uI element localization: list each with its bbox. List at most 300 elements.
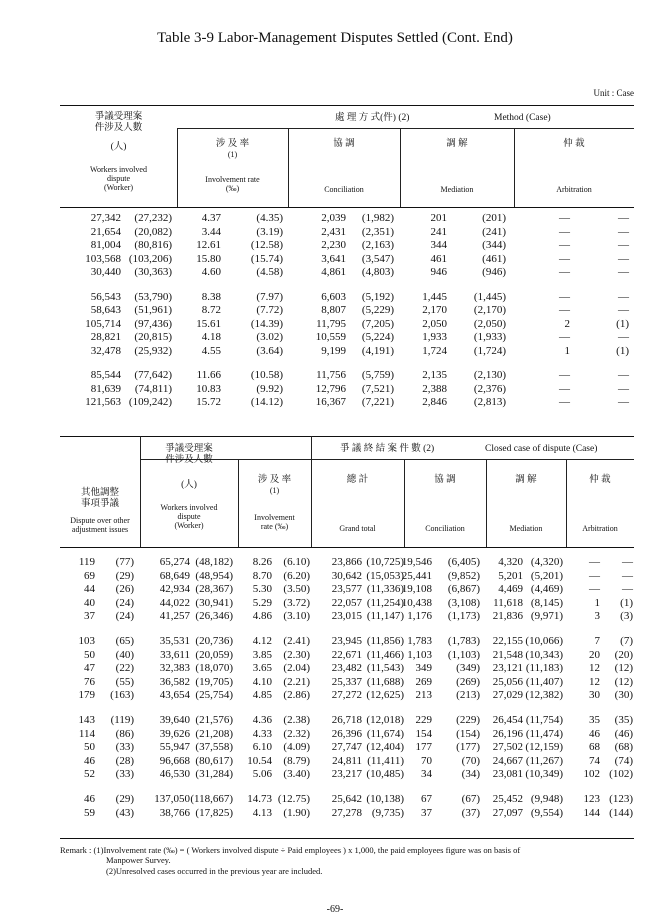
table-cell: (26,346) bbox=[195, 610, 233, 623]
table-cell: (22) bbox=[115, 662, 134, 675]
bottom-arbitration-header: 仲 裁 Arbitration bbox=[582, 475, 618, 533]
table-cell: (30,941) bbox=[195, 596, 233, 609]
table-cell: 6.10 bbox=[252, 741, 272, 754]
table-cell: (18,070) bbox=[195, 662, 233, 675]
table-cell: 5.30 bbox=[252, 583, 272, 596]
table-cell: (10,485) bbox=[366, 768, 404, 781]
table-cell: 7 bbox=[594, 635, 600, 647]
table-cell: (12) bbox=[614, 675, 633, 688]
table-cell: 52 bbox=[84, 768, 95, 781]
table-cell: (102) bbox=[609, 768, 633, 781]
table-cell: 461 bbox=[430, 252, 447, 265]
table-cell: (123) bbox=[609, 793, 633, 805]
table-cell: (4,803) bbox=[361, 266, 394, 278]
table-cell: (5,759) bbox=[361, 369, 394, 381]
table-cell: 4.36 bbox=[252, 714, 272, 726]
table-cell: 27,272 bbox=[331, 689, 362, 702]
table-cell: (1) bbox=[616, 317, 629, 330]
table-cell: (1,783) bbox=[447, 635, 480, 647]
table-cell: (12,018) bbox=[366, 714, 404, 726]
table-cell: 23,866 bbox=[331, 556, 362, 568]
table-cell: (25,754) bbox=[195, 689, 233, 702]
table-cell: (67) bbox=[461, 793, 480, 805]
table-cell: 179 bbox=[78, 689, 95, 702]
table-cell: (74) bbox=[614, 754, 633, 767]
table-cell: 30,440 bbox=[90, 266, 121, 278]
table-cell: (12,382) bbox=[525, 689, 563, 702]
table-cell: 25,337 bbox=[331, 675, 362, 688]
table-cell: 2,388 bbox=[422, 382, 447, 395]
table-cell: (241) bbox=[482, 225, 506, 238]
table-cell: (9,948) bbox=[530, 793, 563, 805]
table-cell: (11,336) bbox=[366, 583, 404, 596]
table-cell: (3,547) bbox=[361, 252, 394, 265]
table-cell: (4,320) bbox=[530, 556, 563, 568]
table-cell: (2,130) bbox=[473, 369, 506, 381]
table-cell: 103 bbox=[78, 635, 95, 647]
table-cell: (10.58) bbox=[250, 369, 283, 381]
table-cell: 27,029 bbox=[492, 689, 523, 702]
table-cell: (3.40) bbox=[283, 768, 310, 781]
table-cell: (12.75) bbox=[277, 793, 310, 805]
table-cell: (1,982) bbox=[361, 212, 394, 224]
remark-1: (1)Involvement rate (‰) = ( Workers involved dispute ÷ Paid employees ) x 1,000, the paid employees figure was on basis of bbox=[93, 845, 521, 855]
table-cell: 58,643 bbox=[90, 304, 121, 316]
table-cell: — bbox=[589, 569, 600, 582]
table-cell: (12.58) bbox=[250, 239, 283, 251]
table-cell: (2.38) bbox=[283, 714, 310, 726]
table-cell: (20,736) bbox=[195, 635, 233, 647]
bottom-mediation-header: 調 解 Mediation bbox=[509, 475, 543, 533]
table-cell: 16,367 bbox=[315, 396, 346, 408]
table-cell: 30,642 bbox=[331, 569, 362, 582]
table-cell: 144 bbox=[583, 806, 600, 819]
table-cell: 76 bbox=[84, 675, 95, 688]
table-cell: (46) bbox=[614, 727, 633, 740]
table-cell: 2,050 bbox=[422, 317, 447, 330]
table-cell: (7.72) bbox=[256, 304, 283, 316]
table-cell: 229 bbox=[415, 714, 432, 726]
table-cell: (8.79) bbox=[283, 754, 310, 767]
table-cell: 43,654 bbox=[159, 689, 190, 702]
table-cell: (31,284) bbox=[195, 768, 233, 781]
table-cell: 1,933 bbox=[422, 331, 447, 343]
table-cell: 3.85 bbox=[252, 648, 272, 661]
table-title: Table 3-9 Labor-Management Disputes Settled (Cont. End) bbox=[157, 30, 513, 46]
table-cell: 26,196 bbox=[492, 727, 523, 740]
table-cell: 85,544 bbox=[90, 369, 121, 381]
table-cell: 1,783 bbox=[407, 635, 432, 647]
table-cell: (213) bbox=[456, 689, 480, 702]
table-cell: (30,363) bbox=[134, 266, 172, 278]
table-cell: 8.38 bbox=[201, 290, 221, 303]
table-cell: 46,530 bbox=[159, 768, 190, 781]
table-cell: (1) bbox=[620, 596, 633, 609]
table-cell: (201) bbox=[482, 212, 506, 224]
table-cell: 44,022 bbox=[159, 596, 190, 609]
table-cell: (24) bbox=[115, 596, 134, 609]
table-cell: (17,825) bbox=[195, 806, 233, 819]
table-cell: (1) bbox=[616, 344, 629, 357]
table-cell: 19,546 bbox=[401, 556, 432, 568]
table-cell: — bbox=[618, 304, 629, 316]
table-cell: (77) bbox=[115, 556, 134, 568]
table-cell: (35) bbox=[614, 714, 633, 726]
table-cell: 42,934 bbox=[159, 583, 190, 596]
table-cell: (6,405) bbox=[447, 556, 480, 568]
table-cell: (19,705) bbox=[195, 675, 233, 688]
table-cell: — bbox=[618, 212, 629, 224]
table-cell: — bbox=[559, 252, 570, 265]
table-cell: (55) bbox=[115, 675, 134, 688]
table-cell: 20 bbox=[589, 648, 600, 661]
table-cell: (109,242) bbox=[128, 396, 172, 408]
table-cell: 5.06 bbox=[252, 768, 272, 781]
table-cell: (9,852) bbox=[447, 569, 480, 582]
table-cell: (12,404) bbox=[366, 741, 404, 754]
table-cell: 154 bbox=[415, 727, 432, 740]
table-cell: 24,811 bbox=[332, 754, 362, 767]
table-cell: (24) bbox=[115, 610, 134, 623]
table-cell: (12) bbox=[614, 662, 633, 675]
table-cell: 1,724 bbox=[422, 344, 447, 357]
table-cell: 50 bbox=[84, 648, 95, 661]
table-cell: 8,807 bbox=[321, 304, 346, 316]
table-cell: (9,554) bbox=[530, 806, 563, 819]
table-cell: 41,257 bbox=[159, 610, 190, 623]
table-cell: 55,947 bbox=[159, 741, 190, 754]
table-cell: (11,474) bbox=[525, 727, 563, 740]
table-cell: (1.90) bbox=[283, 806, 310, 819]
table-cell: — bbox=[559, 396, 570, 408]
table-cell: 4,469 bbox=[498, 583, 523, 596]
table-cell: 3,641 bbox=[321, 252, 346, 265]
table-cell: (1,445) bbox=[473, 290, 506, 303]
table-cell: 4.18 bbox=[201, 331, 221, 343]
table-cell: 38,766 bbox=[159, 806, 190, 819]
table-cell: 27,278 bbox=[331, 806, 362, 819]
table-cell: 201 bbox=[430, 212, 447, 224]
table-cell: (3,108) bbox=[447, 596, 480, 609]
table-cell: 8.70 bbox=[252, 569, 272, 582]
table-cell: 65,274 bbox=[159, 556, 190, 568]
table-cell: (26) bbox=[115, 583, 134, 596]
table-cell: (3.10) bbox=[283, 610, 310, 623]
table-cell: (20) bbox=[614, 648, 633, 661]
table-cell: 37 bbox=[84, 610, 95, 623]
table-cell: 1,176 bbox=[407, 610, 432, 623]
table-cell: (1,173) bbox=[447, 610, 480, 623]
table-cell: 24,667 bbox=[492, 754, 523, 767]
table-cell: (5,201) bbox=[530, 569, 563, 582]
table-cell: 15.80 bbox=[196, 252, 221, 265]
table-cell: 11.66 bbox=[196, 369, 221, 381]
table-cell: 59 bbox=[84, 806, 95, 819]
table-cell: (80,816) bbox=[134, 239, 172, 251]
table-cell: 4.37 bbox=[201, 212, 221, 224]
table-cell: 23,577 bbox=[331, 583, 362, 596]
table-cell: (2.04) bbox=[283, 662, 310, 675]
table-cell: (5,229) bbox=[361, 304, 394, 316]
table-cell: (2,050) bbox=[473, 317, 506, 330]
table-cell: (5,224) bbox=[361, 331, 394, 343]
table-cell: (14.39) bbox=[250, 317, 283, 330]
bottom-conciliation-header: 協 調 Conciliation bbox=[425, 475, 465, 533]
table-cell: 27,502 bbox=[492, 741, 523, 754]
table-cell: (34) bbox=[461, 768, 480, 781]
table-cell: (2.21) bbox=[283, 675, 310, 688]
table-cell: 19,108 bbox=[401, 583, 432, 596]
table-cell: (2,376) bbox=[473, 382, 506, 395]
table-cell: 8.26 bbox=[252, 556, 272, 568]
table-cell: (9,971) bbox=[530, 610, 563, 623]
table-cell: 25,441 bbox=[401, 569, 432, 582]
table-cell: (2,351) bbox=[361, 225, 394, 238]
table-cell: — bbox=[559, 212, 570, 224]
table-cell: 39,640 bbox=[159, 714, 190, 726]
table-cell: (5,192) bbox=[361, 290, 394, 303]
table-cell: — bbox=[559, 304, 570, 316]
table-cell: (177) bbox=[456, 741, 480, 754]
table-cell: (3.02) bbox=[256, 331, 283, 343]
table-cell: (10,725) bbox=[366, 556, 404, 568]
table-cell: 23,121 bbox=[492, 662, 523, 675]
table-cell: (70) bbox=[461, 754, 480, 767]
table-cell: (10,349) bbox=[525, 768, 563, 781]
table-cell: (1,724) bbox=[473, 344, 506, 357]
table-cell: — bbox=[559, 369, 570, 381]
table-cell: (2.86) bbox=[283, 689, 310, 702]
table-cell: 10,559 bbox=[315, 331, 346, 343]
table-cell: 30 bbox=[589, 689, 600, 702]
table-cell: 4,320 bbox=[498, 556, 523, 568]
table-cell: — bbox=[618, 252, 629, 265]
bottom-other-header: 其他調整 事項爭議 Dispute over other adjustment issues bbox=[70, 488, 130, 534]
table-cell: 33,611 bbox=[160, 648, 190, 661]
table-cell: (163) bbox=[110, 689, 134, 702]
table-cell: (11,183) bbox=[525, 662, 563, 675]
table-cell: 96,668 bbox=[159, 754, 190, 767]
table-cell: 344 bbox=[430, 239, 447, 251]
table-cell: (48,182) bbox=[195, 556, 233, 568]
table-cell: (65) bbox=[115, 635, 134, 647]
table-cell: (1,103) bbox=[447, 648, 480, 661]
table-cell: — bbox=[559, 382, 570, 395]
table-cell: (20,082) bbox=[134, 225, 172, 238]
table-cell: (3.72) bbox=[283, 596, 310, 609]
table-cell: 68,649 bbox=[159, 569, 190, 582]
table-cell: 4.13 bbox=[252, 806, 272, 819]
table-cell: 102 bbox=[583, 768, 600, 781]
table-cell: (11,688) bbox=[366, 675, 404, 688]
table-cell: 15.61 bbox=[196, 317, 221, 330]
table-cell: 3.65 bbox=[252, 662, 272, 675]
table-cell: 119 bbox=[78, 556, 95, 568]
table-cell: (53,790) bbox=[134, 290, 172, 303]
bottom-closed-header-en: Closed case of dispute (Case) bbox=[485, 444, 598, 454]
table-cell: 241 bbox=[430, 225, 447, 238]
table-cell: (461) bbox=[482, 252, 506, 265]
table-cell: 47 bbox=[84, 662, 95, 675]
table-cell: (154) bbox=[456, 727, 480, 740]
table-cell: (20,059) bbox=[195, 648, 233, 661]
table-cell: 23,015 bbox=[331, 610, 362, 623]
table-cell: (2,163) bbox=[361, 239, 394, 251]
table-cell: (7,221) bbox=[361, 396, 394, 408]
table-cell: (4.09) bbox=[283, 741, 310, 754]
table-cell: — bbox=[559, 239, 570, 251]
table-cell: 26,718 bbox=[331, 714, 362, 726]
table-cell: (4,191) bbox=[361, 344, 394, 357]
table-cell: 12,796 bbox=[315, 382, 346, 395]
table-cell: (20,815) bbox=[134, 331, 172, 343]
table-cell: (4.35) bbox=[256, 212, 283, 224]
table-cell: 10.54 bbox=[247, 754, 272, 767]
table-cell: (21,208) bbox=[195, 727, 233, 740]
table-cell: (51,961) bbox=[134, 304, 172, 316]
table-cell: 22,671 bbox=[331, 648, 362, 661]
table-cell: 21,654 bbox=[90, 225, 121, 238]
table-cell: (8,145) bbox=[530, 596, 563, 609]
table-cell: 21,836 bbox=[492, 610, 523, 623]
table-cell: 946 bbox=[430, 266, 447, 278]
table-cell: 36,582 bbox=[159, 675, 190, 688]
table-cell: (3.64) bbox=[256, 344, 283, 357]
table-cell: (7,521) bbox=[361, 382, 394, 395]
table-cell: 123 bbox=[583, 793, 600, 805]
table-cell: — bbox=[618, 266, 629, 278]
table-cell: 37 bbox=[421, 806, 432, 819]
table-cell: 32,383 bbox=[159, 662, 190, 675]
table-cell: 177 bbox=[415, 741, 432, 754]
table-cell: 1,445 bbox=[422, 290, 447, 303]
table-cell: (11,543) bbox=[366, 662, 404, 675]
table-cell: (12,159) bbox=[525, 741, 563, 754]
table-cell: — bbox=[618, 239, 629, 251]
table-cell: (9,735) bbox=[371, 806, 404, 819]
table-cell: (10,138) bbox=[366, 793, 404, 805]
table-cell: 46 bbox=[84, 754, 95, 767]
table-cell: — bbox=[589, 583, 600, 596]
table-cell: 26,454 bbox=[492, 714, 523, 726]
table-cell: (344) bbox=[482, 239, 506, 251]
table-cell: 10.83 bbox=[196, 382, 221, 395]
table-cell: (3.19) bbox=[256, 225, 283, 238]
table-cell: 9,199 bbox=[321, 344, 346, 357]
table-cell: (2.32) bbox=[283, 727, 310, 740]
table-cell: (48,954) bbox=[195, 569, 233, 582]
table-cell: (12,625) bbox=[366, 689, 404, 702]
table-cell: — bbox=[559, 225, 570, 238]
remark-2: (2)Unresolved cases occurred in the previous year are included. bbox=[106, 866, 323, 876]
table-cell: — bbox=[622, 569, 633, 582]
top-arbitration-header: 仲 裁 Arbitration bbox=[556, 139, 592, 194]
table-cell: 22,057 bbox=[331, 596, 362, 609]
table-cell: 4.60 bbox=[201, 266, 221, 278]
table-cell: (2,813) bbox=[473, 396, 506, 408]
table-cell: 46 bbox=[589, 727, 600, 740]
table-cell: 12 bbox=[589, 675, 600, 688]
bottom-total-header: 總 計 Grand total bbox=[339, 475, 376, 533]
table-cell: 23,217 bbox=[331, 768, 362, 781]
table-cell: (2,170) bbox=[473, 304, 506, 316]
bottom-rate-header: 涉 及 率 (1) Involvement rate (‰) bbox=[254, 475, 295, 531]
unit-label: Unit : Case bbox=[593, 88, 634, 98]
table-cell: 105,714 bbox=[85, 317, 121, 330]
table-cell: (10,343) bbox=[525, 648, 563, 661]
table-cell: (11,407) bbox=[525, 675, 563, 688]
table-cell: 1 bbox=[594, 596, 600, 609]
table-cell: 70 bbox=[421, 754, 432, 767]
table-cell: 27,747 bbox=[331, 741, 362, 754]
table-cell: 23,081 bbox=[492, 768, 523, 781]
table-cell: (37) bbox=[461, 806, 480, 819]
table-cell: 4.55 bbox=[201, 344, 221, 357]
table-cell: 81,004 bbox=[90, 239, 121, 251]
table-cell: (11,466) bbox=[366, 648, 404, 661]
table-cell: 27,342 bbox=[90, 212, 121, 224]
table-cell: 56,543 bbox=[90, 290, 121, 303]
table-cell: (349) bbox=[456, 662, 480, 675]
table-cell: 26,396 bbox=[331, 727, 362, 740]
table-cell: 2 bbox=[564, 317, 570, 330]
table-cell: 2,039 bbox=[321, 212, 346, 224]
table-cell: 15.72 bbox=[196, 396, 221, 408]
table-cell: 4.85 bbox=[252, 689, 272, 702]
table-cell: — bbox=[618, 382, 629, 395]
table-cell: — bbox=[618, 331, 629, 343]
table-cell: 34 bbox=[421, 768, 432, 781]
table-cell: 3 bbox=[594, 610, 600, 623]
top-conciliation-header: 協 調 Conciliation bbox=[324, 139, 364, 194]
table-cell: 35 bbox=[589, 714, 600, 726]
table-cell: (21,576) bbox=[195, 714, 233, 726]
table-cell: 114 bbox=[78, 727, 95, 740]
table-cell: 1,103 bbox=[407, 648, 432, 661]
table-cell: 39,626 bbox=[159, 727, 190, 740]
page-number: -69- bbox=[326, 904, 344, 915]
table-cell: 12.61 bbox=[196, 239, 221, 251]
top-method-header-en: Method (Case) bbox=[494, 113, 551, 123]
top-mediation-header: 調 解 Mediation bbox=[440, 139, 474, 194]
table-cell: 1 bbox=[564, 344, 570, 357]
table-cell: — bbox=[559, 290, 570, 303]
table-cell: (11,411) bbox=[367, 754, 404, 767]
table-cell: (10,066) bbox=[525, 635, 563, 647]
table-cell: (29) bbox=[115, 569, 134, 582]
table-cell: 25,642 bbox=[331, 793, 362, 805]
table-cell: 25,452 bbox=[492, 793, 523, 805]
table-cell: 11,618 bbox=[493, 596, 523, 609]
table-cell: 27,097 bbox=[492, 806, 523, 819]
table-cell: 21,548 bbox=[492, 648, 523, 661]
table-cell: — bbox=[559, 266, 570, 278]
table-cell: 40 bbox=[84, 596, 95, 609]
table-cell: (74,811) bbox=[134, 382, 172, 395]
bottom-closed-header-zh: 爭 議 終 結 案 件 數 (2) bbox=[340, 444, 435, 454]
table-cell: (946) bbox=[482, 266, 506, 278]
table-cell: (11,754) bbox=[525, 714, 563, 726]
table-cell: 46 bbox=[84, 793, 95, 805]
table-cell: 4.10 bbox=[252, 675, 272, 688]
table-cell: 4.86 bbox=[252, 610, 272, 623]
remark-label: Remark : bbox=[60, 845, 92, 855]
table-cell: 32,478 bbox=[90, 344, 121, 357]
table-cell: (7) bbox=[620, 635, 633, 647]
table-cell: 44 bbox=[84, 583, 95, 596]
table-cell: 213 bbox=[415, 689, 432, 702]
table-cell: (4,469) bbox=[530, 583, 563, 596]
